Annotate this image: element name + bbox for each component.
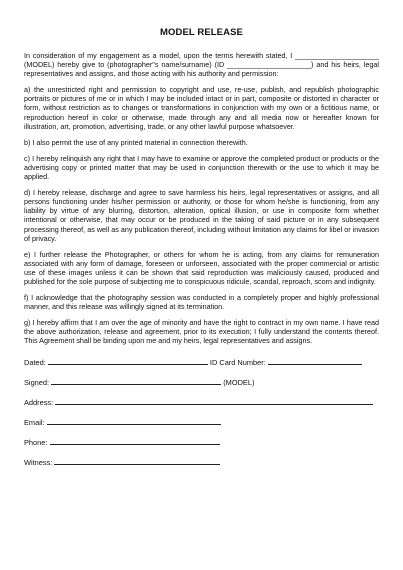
- intro-paragraph: In consideration of my engagement as a model, upon the terms herewith stated, I _____________________ (MODEL) hereby give to (photographer"s name/surname) (ID _____________________) and his heirs, legal representatives and assigns, and those acting with his authority and permission:: [24, 51, 379, 79]
- witness-label: Witness:: [24, 457, 53, 467]
- email-field[interactable]: [47, 417, 221, 425]
- address-label: Address:: [24, 397, 54, 407]
- witness-field[interactable]: [54, 457, 220, 465]
- address-field[interactable]: [55, 397, 373, 405]
- signature-field[interactable]: [51, 377, 221, 385]
- phone-row: [24, 437, 379, 447]
- document-title: MODEL RELEASE: [160, 27, 243, 38]
- clause-a: a) the unrestricted right and permission to copyright and use, re-use, publish, and republish photographic portraits or pictures of me or in which I may be included intact or in part, composite or distorted in character or form, without restriction as to changes or transformations in conjunction with my own or a fictitious name, or reproduction hereof in color or otherwise, made through any and all media now or hereafter known for illustration, art, promotion, advertising, trade, or any other lawful purpose whatsoever.: [24, 85, 379, 131]
- dated-row: [24, 357, 379, 367]
- phone-label: Phone:: [24, 437, 48, 447]
- phone-field[interactable]: [50, 437, 220, 445]
- clause-e: e) I further release the Photographer, or others for whom he is acting, from any claims for remuneration associated with any form of damage, foreseen or unforseen, associated with the proper commercial or artistic use of these images unless it can be shown that said reproduction was maliciously caused, produced and published for the sole purpose of subjecting me to conspicuous ridicule, scandal, reproach, scorn and indignity.: [24, 249, 379, 286]
- id-card-label: ID Card Number:: [209, 357, 266, 367]
- clause-g: g) I hereby affirm that I am over the age of minority and have the right to contract in my own name. I have read the above authorization, release and agreement, prior to its execution; I fully understand the contents thereof. This Agreement shall be binding upon me and my heirs, legal representatives and assigns.: [24, 318, 379, 346]
- id-card-field[interactable]: [268, 357, 362, 365]
- signed-label: Signed:: [24, 377, 50, 387]
- clause-b: b) I also permit the use of any printed material in connection therewith.: [24, 137, 248, 147]
- clause-f: f) I acknowledge that the photography session was conducted in a completely proper and highly professional manner, and this release was willingly signed at its termination.: [24, 293, 379, 312]
- email-row: [24, 417, 379, 427]
- clause-d: d) I hereby release, discharge and agree to save harmless his heirs, legal representatives or assigns, and all persons functioning under his/her permission or authority, or those for whom he/she is functioning, from any liability by virtue of any blurring, distortion, alteration, optical illusion, or use in composite form whether intentional or otherwise, that may occur or be produced in the taking of said picture or in any subsequent processing thereof, as well as any publication thereof, including without limitation any claims for libel or invasion of privacy.: [24, 188, 379, 243]
- address-row: [24, 397, 379, 407]
- witness-row: [24, 457, 379, 467]
- signed-row: [24, 377, 379, 387]
- email-label: Email:: [24, 417, 45, 427]
- clause-c: c) I hereby relinquish any right that I may have to examine or approve the completed product or products or the advertising copy or printed matter that may be used in conjunction therewith or the use to which it may be applied.: [24, 153, 379, 182]
- model-suffix: (MODEL): [223, 377, 255, 387]
- dated-field[interactable]: [48, 357, 208, 365]
- dated-label: Dated:: [24, 357, 46, 367]
